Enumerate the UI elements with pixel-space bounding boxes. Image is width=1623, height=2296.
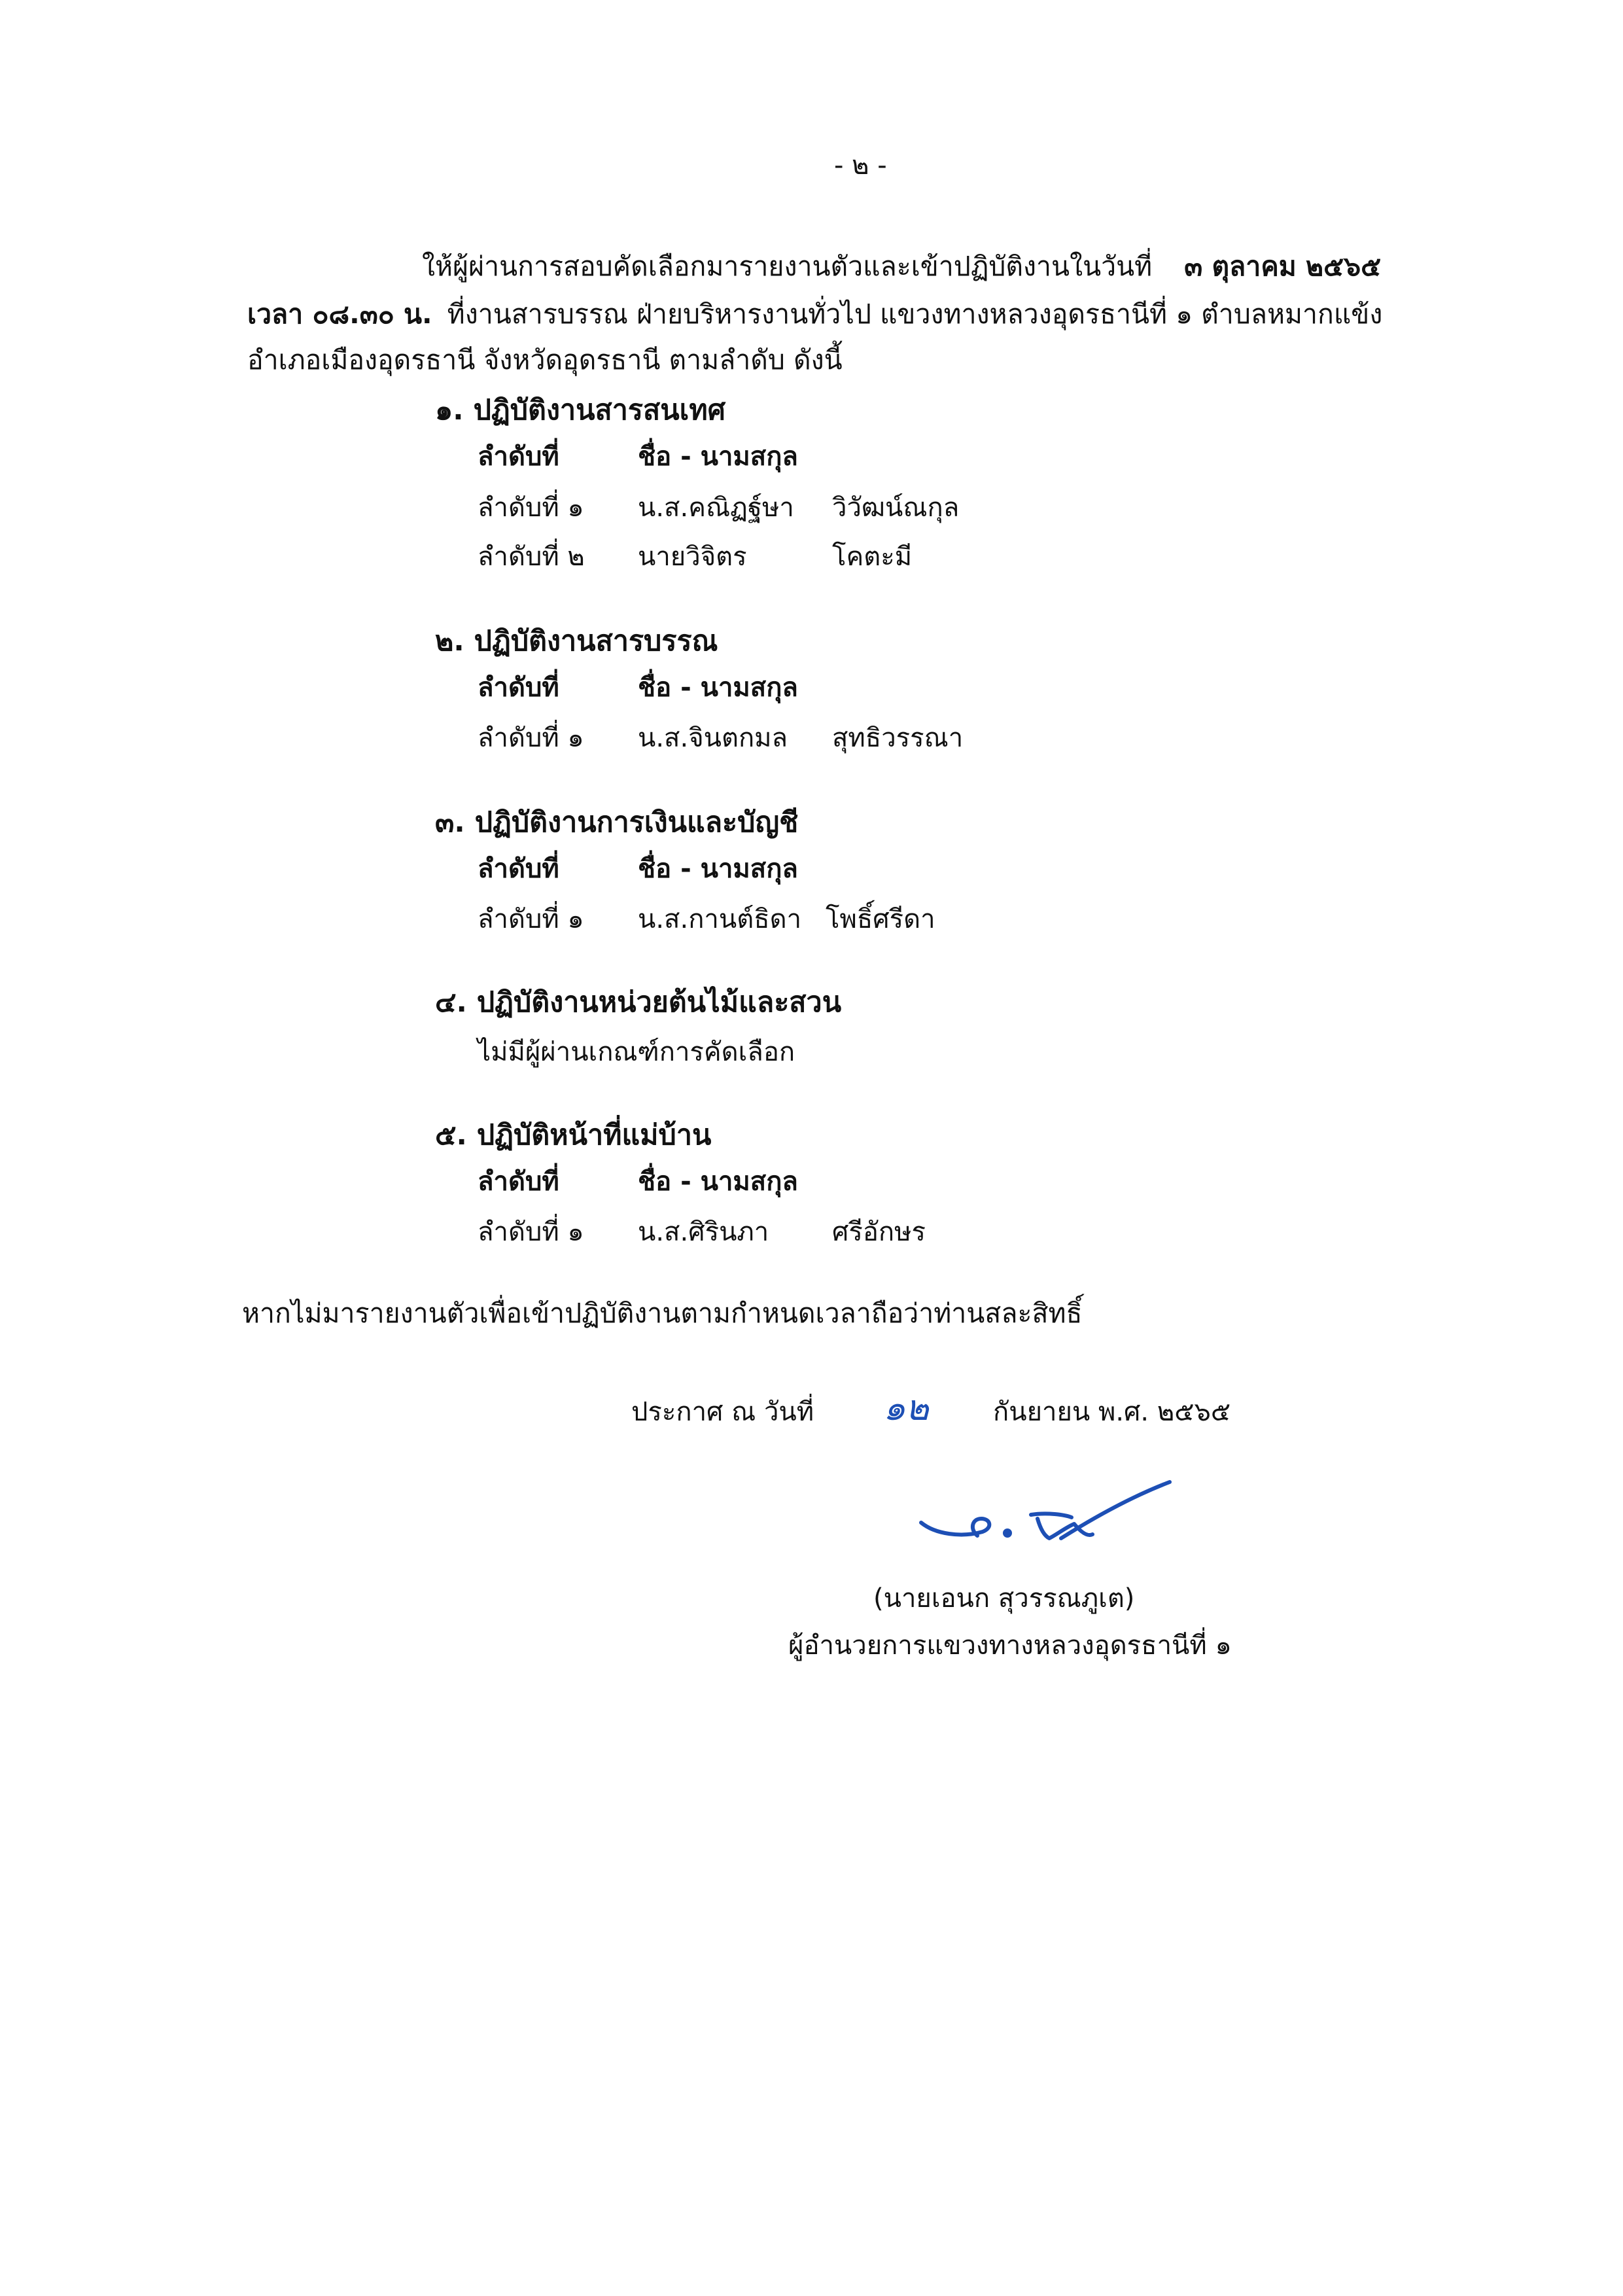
- announcement-day: ๑๒: [883, 1387, 929, 1428]
- section-title: ๕. ปฏิบัติหน้าที่แม่บ้าน: [435, 1119, 712, 1152]
- row-first-name: นายวิจิตร: [638, 542, 747, 572]
- column-header-name: ชื่อ - นามสกุล: [638, 442, 798, 472]
- section-title: ๑. ปฏิบัติงานสารสนเทศ: [435, 394, 725, 427]
- column-header-name: ชื่อ - นามสกุล: [638, 854, 798, 884]
- row-last-name: สุทธิวรรณา: [832, 723, 964, 753]
- column-header-name: ชื่อ - นามสกุล: [638, 673, 798, 703]
- intro-line-3: อำเภอเมืองอุดรธานี จังหวัดอุดรธานี ตามลำดับ ดังนี้: [247, 344, 843, 376]
- row-order: ลำดับที่ ๑: [478, 493, 584, 523]
- row-last-name: โคตะมี: [832, 542, 913, 572]
- announcement-month-year: กันยายน พ.ศ. ๒๕๖๕: [993, 1397, 1231, 1427]
- intro-line-1-text: ให้ผู้ผ่านการสอบคัดเลือกมารายงานตัวและเข้าปฏิบัติงานในวันที่: [422, 251, 1153, 282]
- row-first-name: น.ส.กานต์ธิดา: [638, 904, 802, 934]
- row-order: ลำดับที่ ๒: [478, 542, 585, 572]
- signature-mark: [909, 1475, 1184, 1564]
- column-header-order: ลำดับที่: [478, 1167, 559, 1197]
- column-header-order: ลำดับที่: [478, 442, 559, 472]
- column-header-name: ชื่อ - นามสกุล: [638, 1167, 798, 1197]
- closing-statement: หากไม่มารายงานตัวเพื่อเข้าปฏิบัติงานตามกำหนดเวลาถือว่าท่านสละสิทธิ์: [242, 1298, 1083, 1329]
- row-first-name: น.ส.จินตกมล: [638, 723, 788, 753]
- row-order: ลำดับที่ ๑: [478, 723, 584, 753]
- column-header-order: ลำดับที่: [478, 673, 559, 703]
- row-order: ลำดับที่ ๑: [478, 904, 584, 934]
- section-title: ๓. ปฏิบัติงานการเงินและบัญชี: [435, 806, 799, 839]
- column-header-order: ลำดับที่: [478, 854, 559, 884]
- row-order: ลำดับที่ ๑: [478, 1217, 584, 1247]
- section-title: ๒. ปฏิบัติงานสารบรรณ: [435, 625, 718, 658]
- signatory-position: ผู้อำนวยการแขวงทางหลวงอุดรธานีที่ ๑: [788, 1631, 1232, 1661]
- section-note: ไม่มีผู้ผ่านเกณฑ์การคัดเลือก: [478, 1037, 795, 1067]
- report-date: ๓ ตุลาคม ๒๕๖๕: [1184, 251, 1382, 282]
- intro-line-2: [247, 293, 1382, 336]
- report-time: เวลา ๐๘.๓๐ น.: [247, 298, 432, 330]
- signatory-name: (นายเอนก สุวรรณภูเต): [873, 1583, 1135, 1614]
- row-last-name: ศรีอักษร: [832, 1217, 926, 1247]
- announcement-prefix: ประกาศ ณ วันที่: [631, 1397, 814, 1427]
- intro-line-2-text: ที่งานสารบรรณ ฝ่ายบริหารงานทั่วไป แขวงทางหลวงอุดรธานีที่ ๑ ตำบลหมากแข้ง: [447, 298, 1383, 330]
- page-number: - ๒ -: [834, 150, 887, 181]
- row-first-name: น.ส.ศิรินภา: [638, 1217, 769, 1247]
- intro-line-1: [422, 245, 1381, 288]
- row-last-name: โพธิ์ศรีดา: [826, 904, 935, 934]
- row-last-name: วิวัฒน์ณกุล: [832, 493, 960, 523]
- section-title: ๔. ปฏิบัติงานหน่วยต้นไม้และสวน: [435, 986, 842, 1019]
- row-first-name: น.ส.คณิฏฐ์ษา: [638, 493, 794, 523]
